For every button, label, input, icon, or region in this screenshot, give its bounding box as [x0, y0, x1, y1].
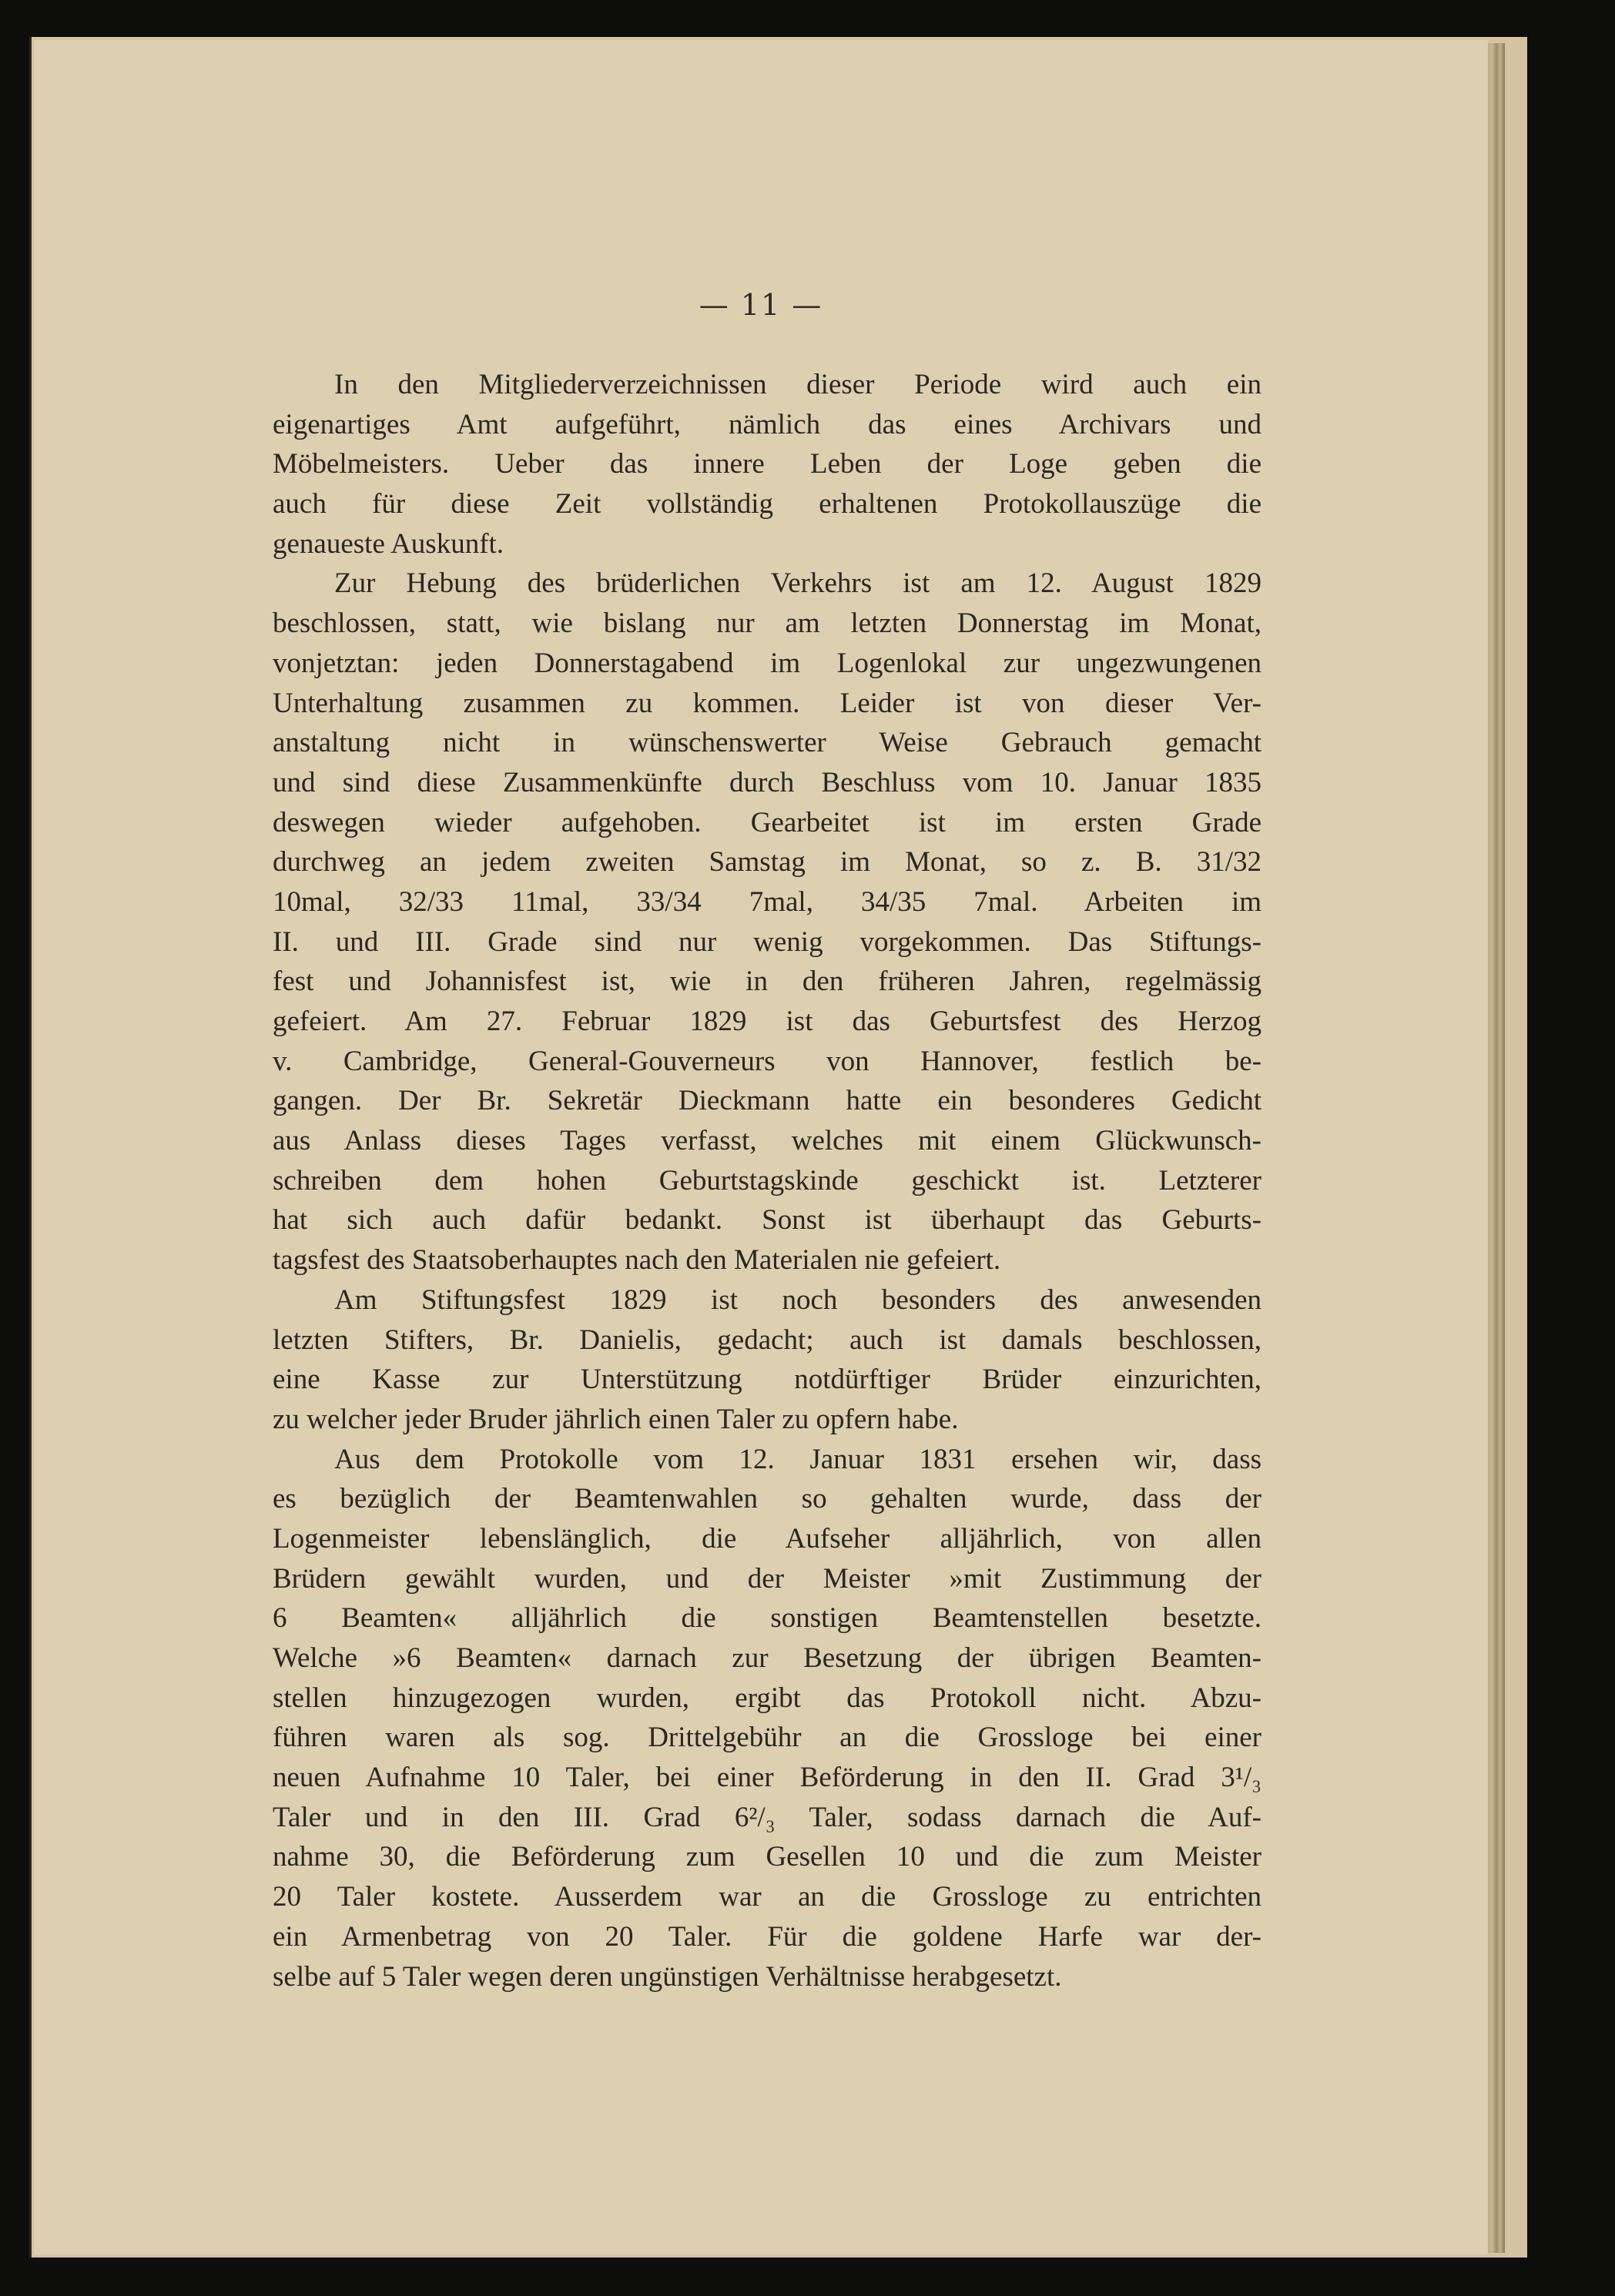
text-line: 10mal, 32/33 11mal, 33/34 7mal, 34/35 7mal. Arbeiten im: [273, 885, 1262, 918]
text-line: genaueste Auskunft.: [273, 527, 504, 560]
page-number: — 11 —: [699, 288, 823, 322]
text-line: ein Armenbetrag von 20 Taler. Für die goldene Harfe war der-: [273, 1920, 1262, 1953]
text-line: Taler und in den III. Grad 6²/₃ Taler, sodass darnach die Auf-: [273, 1801, 1262, 1833]
text-line: es bezüglich der Beamtenwahlen so gehalten wurde, dass der: [273, 1483, 1262, 1515]
text-line: führen waren als sog. Drittelgebühr an die Grossloge bei einer: [273, 1722, 1262, 1754]
text-line: selbe auf 5 Taler wegen deren ungünstigen Verhältnisse herabgesetzt.: [273, 1960, 1062, 1993]
text-line: Unterhaltung zusammen zu kommen. Leider ist von dieser Ver-: [273, 687, 1262, 719]
text-line: Aus dem Protokolle vom 12. Januar 1831 ersehen wir, dass: [334, 1443, 1262, 1475]
text-line: anstaltung nicht in wünschenswerter Weise Gebrauch gemacht: [273, 727, 1262, 759]
text-line: eigenartiges Amt aufgeführt, nämlich das eines Archivars und: [273, 408, 1262, 440]
text-line: Brüdern gewählt wurden, und der Meister »mit Zustimmung der: [273, 1562, 1262, 1595]
book-page: [34, 40, 1488, 2254]
text-line: deswegen wieder aufgehoben. Gearbeitet ist im ersten Grade: [273, 806, 1262, 838]
body-text: [273, 365, 1262, 1996]
text-line: und sind diese Zusammenkünfte durch Beschluss vom 10. Januar 1835: [273, 766, 1262, 798]
text-line: Möbelmeisters. Ueber das innere Leben der Loge geben die: [273, 448, 1262, 480]
text-line: gefeiert. Am 27. Februar 1829 ist das Geburtsfest des Herzog: [273, 1006, 1262, 1037]
text-line: tagsfest des Staatsoberhauptes nach den Materialen nie gefeiert.: [273, 1244, 1001, 1277]
text-line: durchweg an jedem zweiten Samstag im Monat, so z. B. 31/32: [273, 846, 1262, 879]
text-line: v. Cambridge, General-Gouverneurs von Hannover, festlich be-: [273, 1045, 1262, 1077]
text-line: schreiben dem hohen Geburtstagskinde geschickt ist. Letzterer: [273, 1164, 1262, 1197]
text-line: Am Stiftungsfest 1829 ist noch besonders des anwesenden: [334, 1284, 1262, 1316]
text-line: Welche »6 Beamten« darnach zur Besetzung der übrigen Beamten-: [273, 1642, 1262, 1674]
text-line: II. und III. Grade sind nur wenig vorgekommen. Das Stiftungs-: [273, 925, 1262, 958]
text-line: 20 Taler kostete. Ausserdem war an die Grossloge zu entrichten: [273, 1881, 1262, 1913]
text-line: gangen. Der Br. Sekretär Dieckmann hatte ein besonderes Gedicht: [273, 1085, 1262, 1117]
text-line: nahme 30, die Beförderung zum Gesellen 10 und die zum Meister: [273, 1841, 1262, 1873]
text-line: hat sich auch dafür bedankt. Sonst ist überhaupt das Geburts-: [273, 1204, 1262, 1237]
page-stack-edge: [1486, 43, 1505, 2253]
text-line: beschlossen, statt, wie bislang nur am letzten Donnerstag im Monat,: [273, 607, 1262, 640]
text-line: zu welcher jeder Bruder jährlich einen Taler zu opfern habe.: [273, 1403, 959, 1435]
text-line: Zur Hebung des brüderlichen Verkehrs ist am 12. August 1829: [334, 567, 1262, 600]
text-line: 6 Beamten« alljährlich die sonstigen Beamtenstellen besetzte.: [273, 1602, 1262, 1635]
text-line: stellen hinzugezogen wurden, ergibt das Protokoll nicht. Abzu-: [273, 1682, 1262, 1714]
text-line: Logenmeister lebenslänglich, die Aufseher alljährlich, von allen: [273, 1522, 1262, 1555]
text-line: fest und Johannisfest ist, wie in den früheren Jahren, regelmässig: [273, 966, 1262, 998]
text-line: vonjetztan: jeden Donnerstagabend im Logenlokal zur ungezwungenen: [273, 647, 1262, 679]
text-line: letzten Stifters, Br. Danielis, gedacht; auch ist damals beschlossen,: [273, 1324, 1262, 1356]
text-line: In den Mitgliederverzeichnissen dieser Periode wird auch ein: [334, 369, 1262, 400]
text-line: aus Anlass dieses Tages verfasst, welches mit einem Glückwunsch-: [273, 1125, 1262, 1157]
text-line: neuen Aufnahme 10 Taler, bei einer Beförderung in den II. Grad 3¹/₃: [273, 1762, 1262, 1794]
text-line: eine Kasse zur Unterstützung notdürftiger Brüder einzurichten,: [273, 1364, 1262, 1396]
text-line: auch für diese Zeit vollständig erhaltenen Protokollauszüge die: [273, 488, 1262, 520]
